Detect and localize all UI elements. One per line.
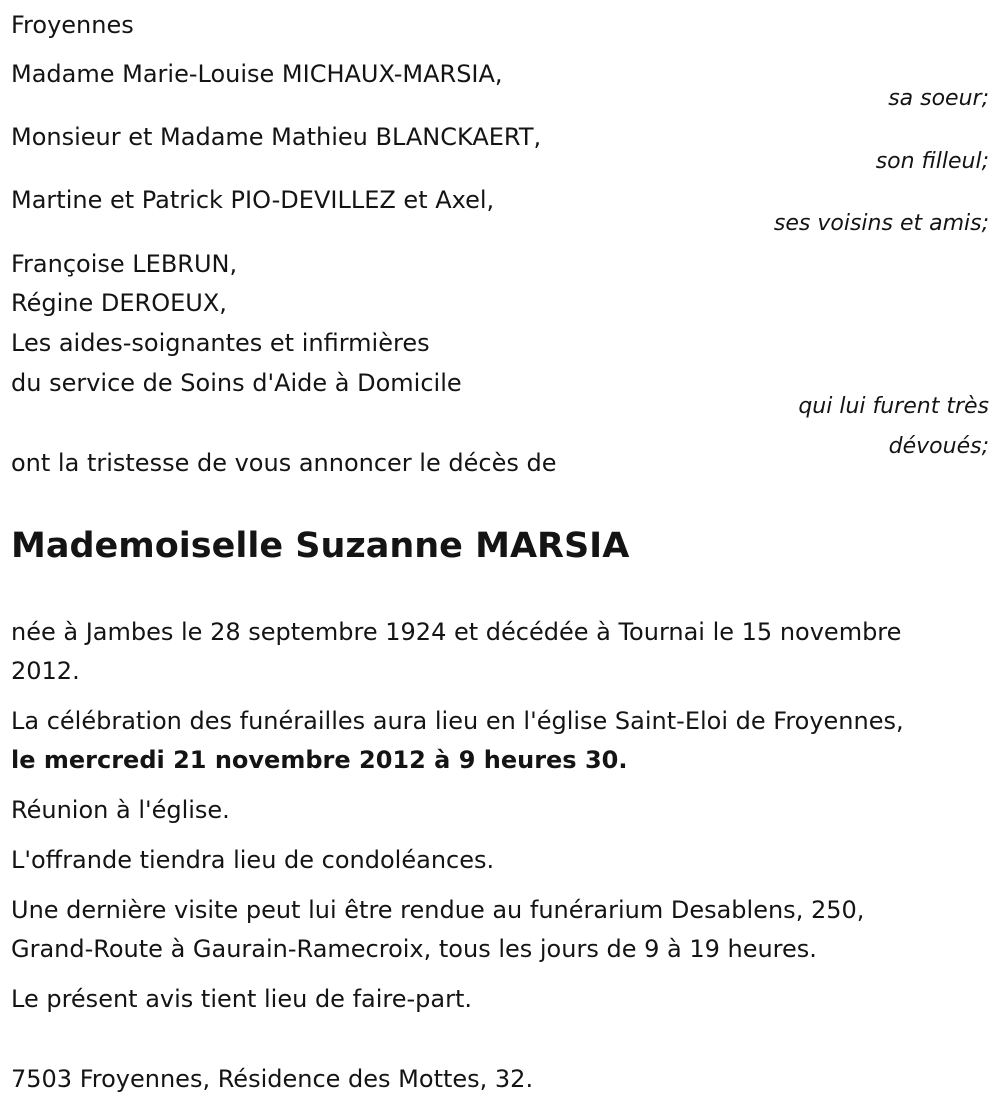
family-member-relation: sa soeur; <box>888 86 989 111</box>
caregiver-relation: qui lui furent très <box>798 394 989 419</box>
family-member-relation: ses voisins et amis; <box>773 211 989 236</box>
ceremony-text: La célébration des funérailles aura lieu en l'église Saint-Eloi de Froyennes, <box>11 707 904 735</box>
deceased-name: Mademoiselle Suzanne MARSIA <box>11 526 630 566</box>
caregiver-relation: dévoués; <box>888 434 989 459</box>
birth-death-text: 2012. <box>11 657 80 685</box>
caregiver-line: du service de Soins d'Aide à Domicile <box>11 369 462 397</box>
caregiver-line: Régine DEROEUX, <box>11 289 227 317</box>
family-member-relation: son filleul; <box>875 149 989 174</box>
family-member-name: Monsieur et Madame Mathieu BLANCKAERT, <box>11 123 542 151</box>
location-header: Froyennes <box>11 11 134 39</box>
family-member-name: Madame Marie-Louise MICHAUX-MARSIA, <box>11 60 503 88</box>
visit-text: Grand-Route à Gaurain-Ramecroix, tous les jours de 9 à 19 heures. <box>11 935 817 963</box>
meeting-text: Réunion à l'église. <box>11 796 230 824</box>
family-member-name: Martine et Patrick PIO-DEVILLEZ et Axel, <box>11 186 495 214</box>
notice-text: Le présent avis tient lieu de faire-part. <box>11 985 473 1013</box>
ceremony-date: le mercredi 21 novembre 2012 à 9 heures 30. <box>11 746 628 774</box>
visit-text: Une dernière visite peut lui être rendue au funérarium Desablens, 250, <box>11 896 865 924</box>
announcement-text: ont la tristesse de vous annoncer le décès de <box>11 449 557 477</box>
caregiver-line: Les aides-soignantes et infirmières <box>11 329 430 357</box>
address-text: 7503 Froyennes, Résidence des Mottes, 32. <box>11 1065 534 1093</box>
offering-text: L'offrande tiendra lieu de condoléances. <box>11 846 495 874</box>
caregiver-line: Françoise LEBRUN, <box>11 250 238 278</box>
birth-death-text: née à Jambes le 28 septembre 1924 et décédée à Tournai le 15 novembre <box>11 618 902 646</box>
